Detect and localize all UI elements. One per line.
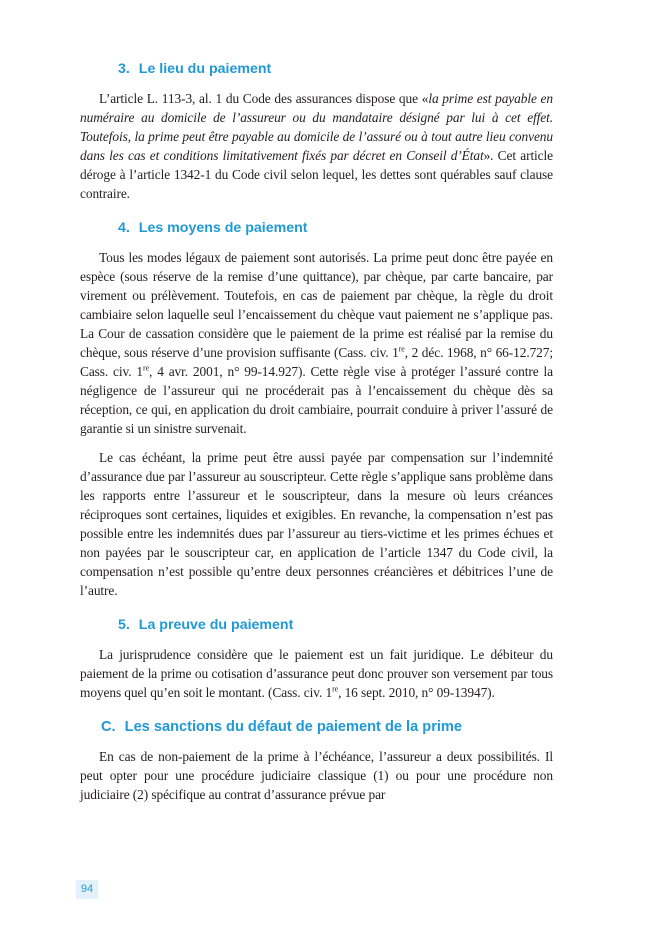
- section-5-number: 5.: [118, 617, 130, 633]
- section-4-number: 4.: [118, 220, 130, 236]
- text-run: ». Cet article déroge à l’article 1342-1 du Code civil selon lequel, les dettes sont quérables sauf clause contraire.: [80, 148, 553, 201]
- section-4-paragraph-1: [80, 248, 553, 438]
- text-run: L’article L. 113-3, al. 1 du Code des assurances dispose que «: [99, 91, 429, 106]
- text-run: Le cas échéant, la prime peut être aussi payée par compensation sur l’indemnité d’assurance due par l’assureur au souscripteur. Cette règle s’applique sans problème dans les rapports entre l’assureur et le souscripteur, dans la mesure où leurs créances réciproques sont certaines, liquides et exigibles. En revanche, la compensation n’est pas possible entre les indemnités dues par l’assureur au tiers-victime et les primes échues et non payées par le souscripteur car, en application de l’article 1347 du Code civil, la compensation n’est possible qu’entre deux personnes créancières et débitrices l’une de l’autre.: [80, 450, 553, 598]
- section-c-paragraph: [80, 747, 553, 804]
- text-run: , 2 déc. 1968, n° 66-12.727; Cass. civ. 1: [80, 345, 553, 379]
- section-4-paragraph-2: [80, 448, 553, 600]
- section-5-paragraph: [80, 645, 553, 702]
- text-run: , 4 avr. 2001, n° 99-14.927). Cette règle vise à protéger l’assuré contre la négligence de l’assureur qui ne procéderait pas à l’encaissement du chèque dès sa réception, ce qui, en application du droit cambiaire, pourrait conduire à priver l’assuré de garantie si un sinistre survenait.: [80, 364, 553, 436]
- text-run: En cas de non-paiement de la prime à l’échéance, l’assureur a deux possibilités. Il peut opter pour une procédure judiciaire classique (1) ou pour une procédure non judiciaire (2) spécifique au contrat d’assurance prévue par: [80, 749, 553, 802]
- section-3-paragraph: [80, 89, 553, 203]
- section-5-heading: [80, 614, 553, 636]
- section-c-heading: [80, 716, 553, 738]
- text-run: La jurisprudence considère que le paiement est un fait juridique. Le débiteur du paiement de la prime ou cotisation d’assurance peut donc prouver son versement par tous moyens quel qu’en soit le montant. (Cass. civ. 1: [80, 647, 553, 700]
- section-3-number: 3.: [118, 61, 130, 77]
- section-c-title: Les sanctions du défaut de paiement de la prime: [124, 719, 463, 735]
- section-4-title: Les moyens de paiement: [138, 220, 308, 236]
- page-body: [80, 58, 553, 804]
- section-5-title: La preuve du paiement: [138, 617, 294, 633]
- section-c-number: C.: [101, 719, 116, 735]
- text-run: , 16 sept. 2010, n° 09-13947).: [338, 685, 495, 700]
- superscript: re: [143, 363, 150, 373]
- page-number: 94: [76, 880, 98, 899]
- section-4-heading: [80, 217, 553, 239]
- section-3-title: Le lieu du paiement: [138, 61, 272, 77]
- superscript: re: [398, 344, 405, 354]
- section-3-heading: [80, 58, 553, 80]
- text-run: Tous les modes légaux de paiement sont autorisés. La prime peut donc être payée en espèce (sous réserve de la remise d’une quittance), par chèque, par carte bancaire, par virement ou prélèvement. Toutefois, en cas de paiement par chèque, la règle du droit cambiaire selon laquelle seul l’encaissement du chèque vaut paiement ne s’applique pas. La Cour de cassation considère que le paiement de la prime est réalisé par la remise du chèque, sous réserve d’une provision suffisante (Cass. civ. 1: [80, 250, 553, 360]
- superscript: re: [332, 684, 339, 694]
- italic-quote: la prime est payable en numéraire au domicile de l’assureur ou du mandataire désigné par lui à cet effet. Toutefois, la prime peut être payable au domicile de l’assuré ou à tout autre lieu convenu dans les cas et conditions limitativement fixés par décret en Conseil d’État: [80, 91, 553, 163]
